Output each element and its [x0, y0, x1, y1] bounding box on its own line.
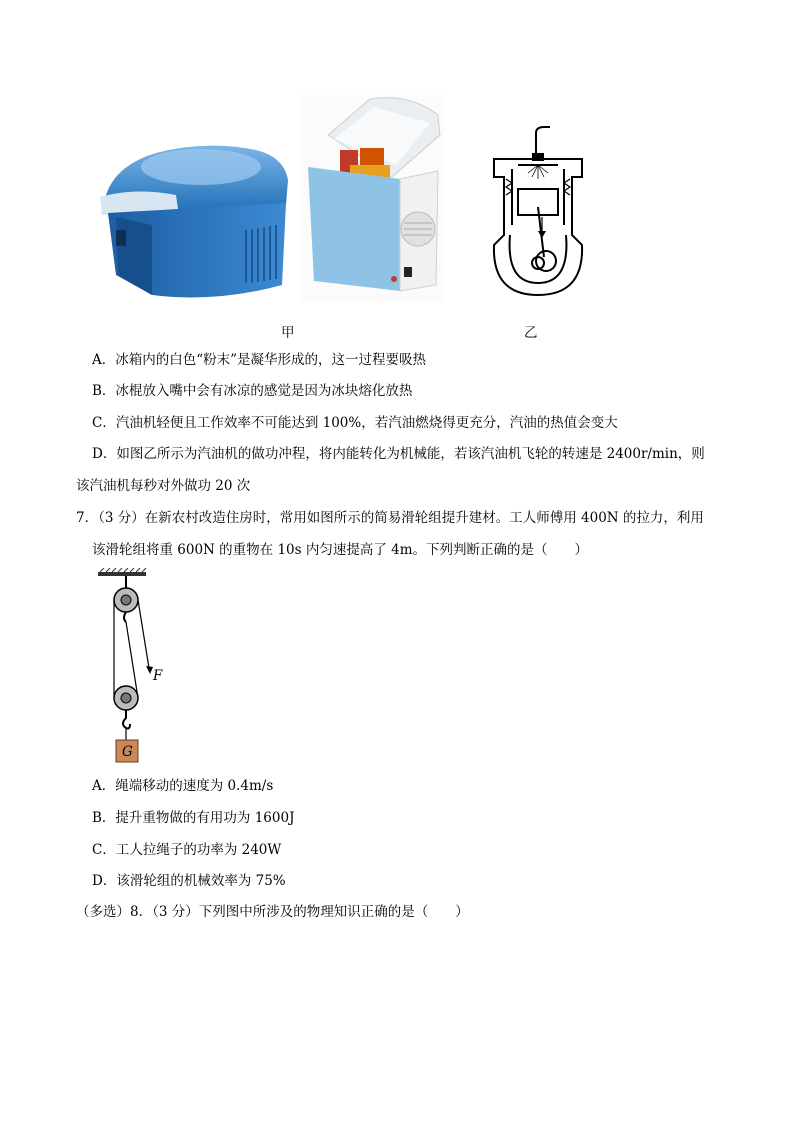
engine-diagram [488, 125, 588, 305]
force-label: F [153, 668, 163, 684]
open-cooler-photo [300, 95, 444, 301]
q7-stem-line2: 该滑轮组将重 600N 的重物在 10s 内匀速提高了 4m。下列判断正确的是（ ） [92, 542, 589, 558]
q7-option-a: A．绳端移动的速度为 0.4m/s [92, 778, 274, 794]
q6-option-c: C．汽油机轻便且工作效率不可能达到 100%，若汽油燃烧得更充分，汽油的热值会变大 [92, 415, 618, 431]
weight-label: G [122, 744, 133, 760]
q7-option-c: C．工人拉绳子的功率为 240W [92, 842, 282, 858]
cooler-box-photo [96, 135, 292, 305]
q7-option-d: D．该滑轮组的机械效率为 75% [92, 873, 286, 889]
q6-option-d-line1: D．如图乙所示为汽油机的做功冲程，将内能转化为机械能，若该汽油机飞轮的转速是 2400r/min，则 [92, 446, 705, 462]
q8-stem: （多选）8．（3 分）下列图中所涉及的物理知识正确的是（ ） [76, 904, 469, 920]
q6-option-a: A．冰箱内的白色“粉末”是凝华形成的，这一过程要吸热 [92, 352, 427, 368]
q6-option-b: B．冰棍放入嘴中会有冰凉的感觉是因为冰块熔化放热 [92, 383, 413, 399]
q7-stem-line1: 7．（3 分）在新农村改造住房时，常用如图所示的简易滑轮组提升建材。工人师傅用 400N 的拉力，利用 [76, 510, 704, 526]
q6-option-d-line2: 该汽油机每秒对外做功 20 次 [76, 478, 251, 494]
figure-label-jia: 甲 [281, 325, 295, 341]
q7-option-b: B．提升重物做的有用功为 1600J [92, 810, 295, 826]
figure-label-yi: 乙 [524, 325, 538, 341]
